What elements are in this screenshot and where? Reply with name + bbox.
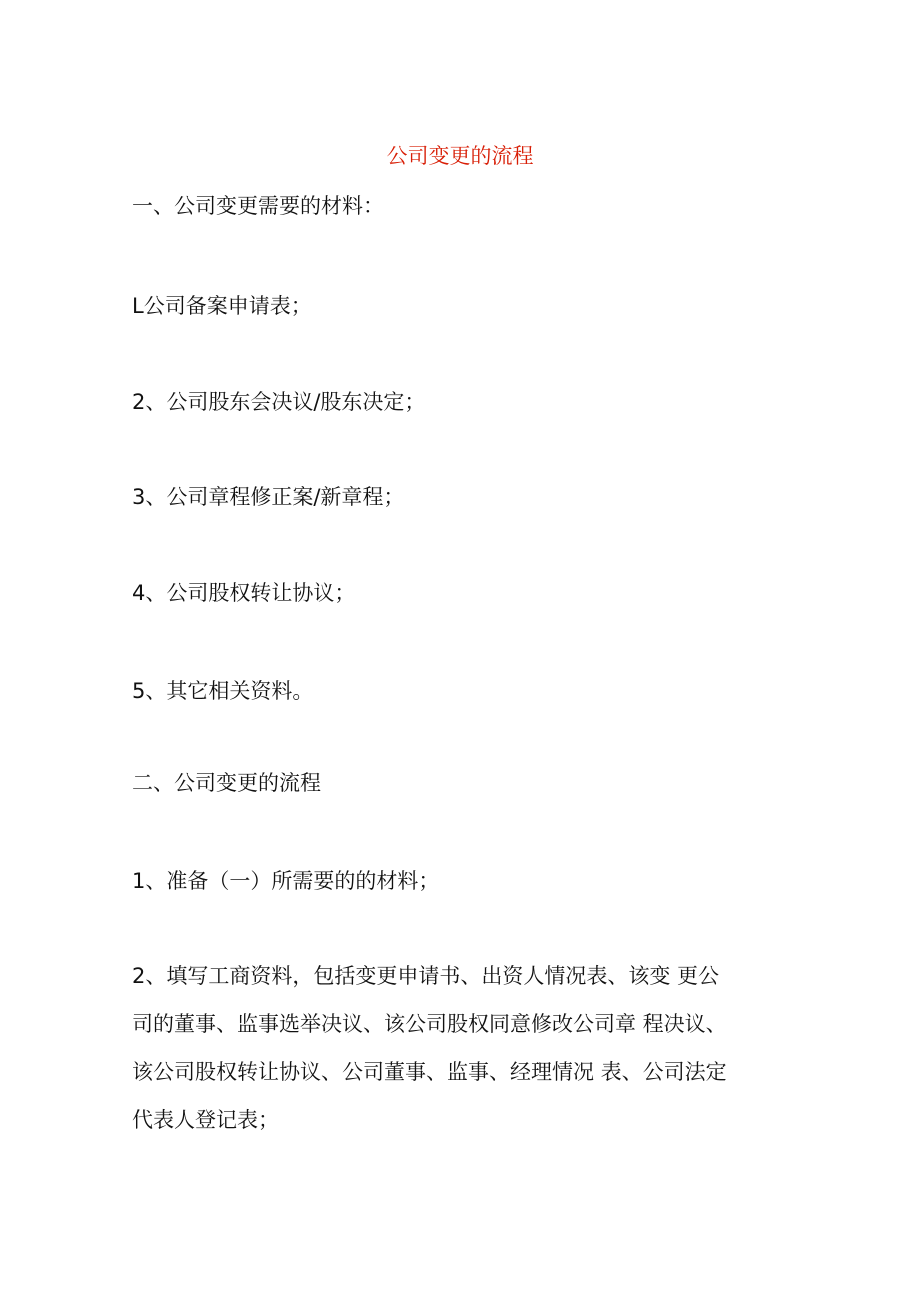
material-item-5: 5、其它相关资料。	[132, 679, 314, 703]
process-step-2-line-4: 代表人登记表；	[132, 1108, 279, 1132]
material-item-1: L公司备案申请表；	[132, 294, 312, 318]
process-step-2-line-3: 该公司股权转让协议、公司董事、监事、经理情况 表、公司法定	[132, 1060, 727, 1084]
material-item-2: 2、公司股东会决议/股东决定；	[132, 390, 426, 414]
material-item-4: 4、公司股权转让协议；	[132, 581, 356, 605]
process-step-2-line-2: 司的董事、监事选举决议、该公司股权同意修改公司章 程决议、	[132, 1012, 727, 1036]
material-item-3: 3、公司章程修正案/新章程；	[132, 485, 405, 509]
process-step-1: 1、准备（一）所需要的的材料；	[132, 869, 440, 893]
section-heading-materials: 一、公司变更需要的材料：	[132, 194, 384, 218]
process-step-2	[132, 952, 802, 1144]
process-step-2-line-1: 2、填写工商资料，包括变更申请书、出资人情况表、该变 更公	[132, 964, 720, 988]
document-title: 公司变更的流程	[386, 144, 534, 168]
section-heading-process: 二、公司变更的流程	[132, 771, 321, 795]
